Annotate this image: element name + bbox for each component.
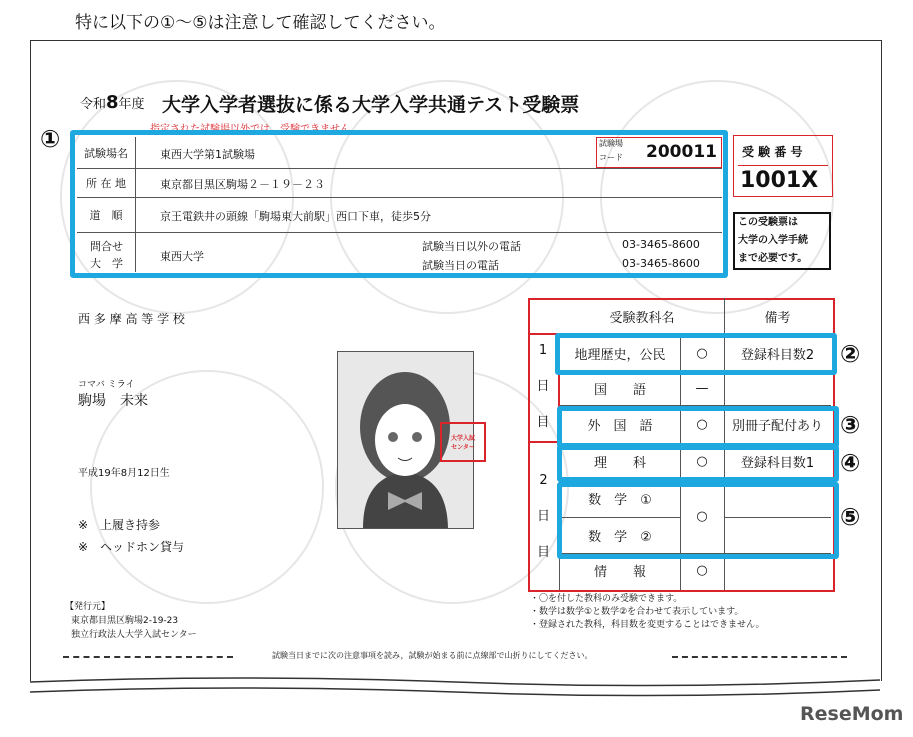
subject-name: 外 国 語	[587, 418, 653, 434]
subject-note: 登録科目数1	[740, 456, 815, 471]
subject-name: 数 学 ①	[588, 493, 652, 508]
footnotes: ・〇を付した教科のみ受験できます。 ・数学は数学①と数学②を合わせて表示しています。 ・登録された教科，科目数を変更することはできません。	[530, 594, 765, 630]
subject-mark: —	[695, 381, 709, 396]
callout-4: ④	[840, 449, 861, 477]
address: 東京都目黒区駒場２－１９－２３	[160, 178, 325, 191]
phone-day: 03-3465-8600	[622, 257, 700, 270]
photo-stamp: 大学入試 センター	[440, 422, 486, 462]
remark: ※ 上履き持参	[78, 518, 161, 532]
instruction-heading: 特に以下の①〜⑤は注意して確認してください。	[75, 13, 446, 33]
phone-other: 03-3465-8600	[622, 238, 700, 251]
contact-label: 問合せ 大 学	[90, 240, 123, 270]
callout-3: ③	[840, 411, 861, 439]
venue-code: 200011	[646, 142, 717, 162]
phone-other-label: 試験当日以外の電話	[422, 240, 521, 253]
exam-number-label: 受 験 番 号	[742, 145, 803, 159]
venue-label: 試験場名	[84, 146, 128, 160]
subject-mark: ○	[696, 563, 708, 578]
highlight-3	[557, 406, 839, 448]
callout-2: ②	[840, 340, 861, 368]
name-kana: コマバ ミライ	[78, 380, 135, 390]
venue-warning: 指定された試験場以外では，受験できません。	[150, 124, 361, 135]
day-2-label: 2 日 目	[528, 443, 560, 590]
subject-name: 情 報	[593, 565, 646, 580]
venue-name: 東西大学第1試験場	[160, 148, 255, 161]
highlight-2	[555, 333, 837, 375]
subjects-header: 受験教科名	[609, 311, 675, 326]
remark: ※ ヘッドホン貸与	[78, 540, 185, 554]
ticket-title: 大学入学者選抜に係る大学入学共通テスト受験票	[162, 94, 580, 116]
subject-name: 国 語	[593, 383, 646, 398]
callout-1: ①	[40, 125, 61, 153]
contact-university: 東西大学	[160, 250, 204, 263]
subject-name: 理 科	[593, 456, 646, 471]
day-1-label: 1 日 目	[528, 333, 560, 443]
notes-header: 備考	[764, 311, 791, 326]
highlight-1	[70, 130, 728, 278]
route: 京王電鉄井の頭線「駒場東大前駅」西口下車，徒歩5分	[160, 210, 431, 223]
keep-notice: この受験票は 大学の入学手続 まで必要です。	[733, 212, 831, 270]
subject-name: 地理歴史，公民	[574, 348, 666, 363]
fold-instruction: 試験当日までに次の注意事項を読み，試験が始まる前に点線部で山折りにしてください。	[272, 651, 593, 660]
highlight-4	[557, 445, 839, 482]
subject-mark: ○	[696, 346, 708, 361]
callout-5: ⑤	[840, 503, 861, 531]
subject-name: 数 学 ②	[588, 529, 652, 545]
phone-day-label: 試験当日の電話	[422, 259, 499, 272]
code-label: 試験場 コード	[599, 139, 623, 162]
address-label: 所 在 地	[86, 176, 126, 190]
school-name: 西 多 摩 高 等 学 校	[78, 312, 185, 326]
resemom-logo: ReseMom	[800, 703, 904, 725]
date-of-birth: 平成19年8月12日生	[78, 468, 170, 479]
year-label: 令和8年度	[80, 92, 145, 113]
publisher: 【発行元】 東京都目黒区駒場2-19-23 独立行政法人大学入試センター	[65, 602, 197, 640]
subject-note: 別冊子配付あり	[731, 418, 823, 434]
subject-mark: ○	[696, 416, 708, 432]
torn-edge	[25, 672, 885, 702]
subject-mark: ○	[696, 509, 708, 524]
highlight-5	[557, 482, 839, 559]
subject-mark: ○	[696, 454, 708, 469]
exam-number: 1001X	[740, 168, 819, 193]
route-label: 道 順	[89, 208, 123, 222]
candidate-name: 駒場 未来	[78, 393, 148, 409]
subject-note: 登録科目数2	[740, 348, 815, 363]
